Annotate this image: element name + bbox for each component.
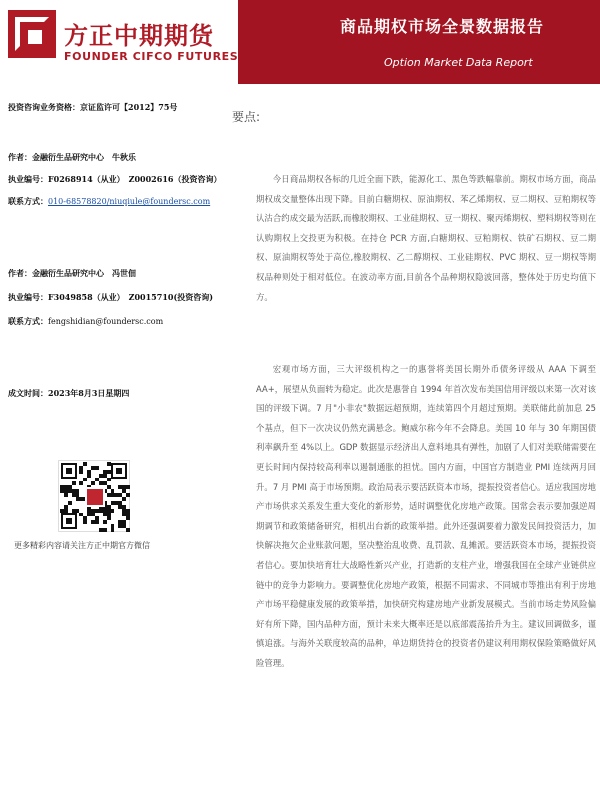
author2-contact — [8, 316, 163, 327]
paragraph-2: 宏观市场方面，三大评级机构之一的惠誉将美国长期外币债务评级从 AAA 下调至 AA+，展望从负面转为稳定。此次是惠誉自 1994 年首次发布美国信用评级以来第一次对该国的评级下调。7 月"小非农"数据远超预期，连续第四个月超过预期。美联储此前加息 25 个基点，但下一次决议仍然充满悬念。鲍威尔称今年不会降息。美国 10 年与 30 年期国债利率飙升至 4%以上。GDP 数据显示经济出人意料地具有弹性，加剧了人们对美联储需要在更长时间内保持较高利率以遏制通胀的担忧。国内方面，中国官方制造业 PMI 连续两月回升。7 月 PMI 高于市场预期。政治局表示要活跃资本市场，提振投资者信心。适应我国房地产市场供求关系发生重大变化的新形势，适时调整优化房地产政策。国常会表示要加强逆周期调节和政策储备研究，相机出台新的政策举措。此外还强调要着力激发民间投资活力，加快解决拖欠企业账款问题，坚决整治乱收费、乱罚款、乱摊派。要活跃资本市场，提振投资者信心。要加快培育壮大战略性新兴产业，打造新的支柱产业，增强我国在全球产业链供应链中的竞争力影响力。要调整优化房地产政策，根据不同需求、不同城市等推出有利于房地产市场平稳健康发展的政策举措，加快研究构建房地产业新发展模式。当前市场走势风险偏好有所下降，国内品种方面，预计未来大概率还是以底部震荡抬升为主。建议回调做多，谨慎追涨。与海外关联度较高的品种，单边期货持仓的投资者仍建议利用期权保险策略做好风险管理。 — [256, 364, 596, 668]
license-info: 投资咨询业务资格：京证监许可【2012】75号 — [8, 102, 178, 112]
author2-license-number: 执业编号：F3049858（从业） Z0015710(投资咨询) — [8, 292, 214, 302]
founder-logo-icon — [8, 10, 56, 58]
author1-email-link[interactable]: 010-68578820/niuqiule@foundersc.com — [48, 197, 211, 206]
qr-caption: 更多精彩内容请关注方正中期官方微信 — [14, 541, 150, 550]
header-banner — [238, 0, 600, 84]
paragraph-1: 今日商品期权各标的几近全面下跌，能源化工、黑色等跌幅靠前。期权市场方面，商品期权成交量整体出现下降。目前白糖期权、原油期权、苯乙烯期权、豆二期权、豆粕期权等认沽合约成交最为活跃,而橡胶期权、工业硅期权、豆一期权、聚丙烯期权、塑料期权等则在认购期权上交投更为积极。在持仓 PCR 方面,白糖期权、豆粕期权、铁矿石期权、豆二期权、原油期权等处于高位,橡胶期权、乙二醇期权、工业硅期权、PVC 期权、豆一期权等期权品种则处于相对低位。在波动率方面,目前各个品种期权隐波回落，整体处于历史均值下方。 — [256, 174, 596, 302]
author1-contact-label: 联系方式： — [8, 196, 48, 206]
qr-logo-icon — [85, 487, 105, 507]
commodity-option-summary — [256, 170, 596, 307]
wechat-qr-code — [58, 460, 130, 532]
key-points-title: 要点: — [232, 110, 261, 124]
macro-market-summary — [256, 360, 596, 674]
author2-contact-label: 联系方式： — [8, 316, 48, 326]
author1-contact — [8, 196, 210, 207]
author2-email: fengshidian@foundersc.com — [48, 317, 164, 326]
report-header — [0, 0, 600, 84]
author1-license-number: 执业编号：F0268914（从业） Z0002616（投资咨询） — [8, 174, 222, 184]
author1-name: 作者：金融衍生品研究中心 牛秋乐 — [8, 152, 136, 162]
logo-chinese-name: 方正中期期货 — [64, 22, 214, 50]
author2-name: 作者：金融衍生品研究中心 冯世佃 — [8, 268, 136, 278]
report-subtitle: Option Market Data Report — [384, 56, 533, 69]
company-logo — [8, 10, 238, 80]
publish-date: 成文时间：2023年8月3日星期四 — [8, 388, 130, 398]
report-title: 商品期权市场全景数据报告 — [340, 17, 545, 36]
logo-english-name: FOUNDER CIFCO FUTURES — [64, 50, 239, 63]
